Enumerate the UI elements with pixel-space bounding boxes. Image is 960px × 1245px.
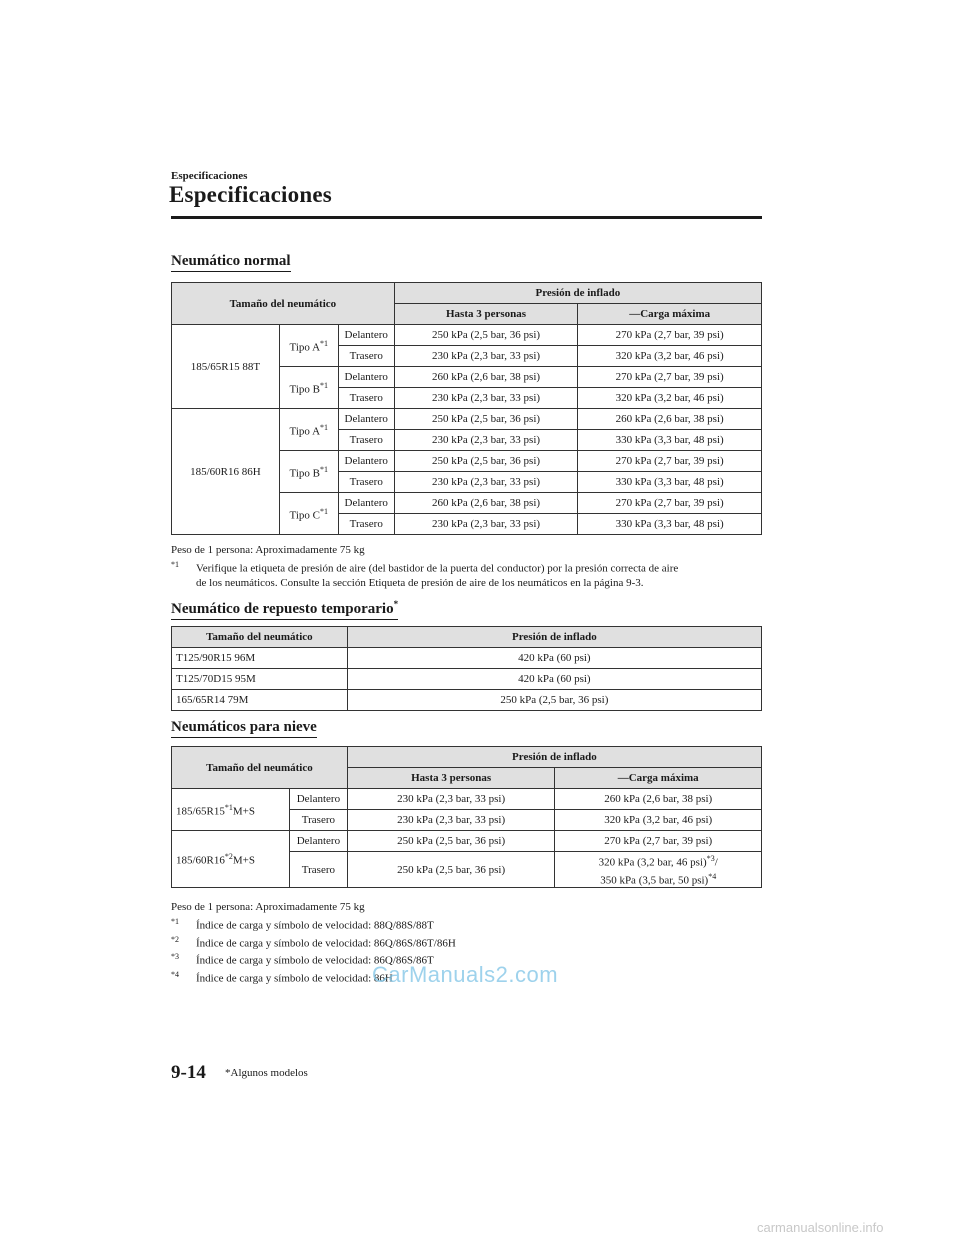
- tire-size: 185/65R15 88T: [172, 325, 280, 409]
- tire-size: T125/90R15 96M: [172, 648, 348, 669]
- title-divider: [171, 216, 762, 219]
- tire-type: Tipo $C^{*1}$: [279, 493, 338, 535]
- pressure-upto3: 230 kPa (2,3 bar, 33 psi): [347, 789, 555, 810]
- footnote: $^{*3}$ Índice de carga y símbolo de velocidad: 86Q/86S/86T: [171, 952, 434, 967]
- pressure-upto3: 230 kPa (2,3 bar, 33 psi): [394, 472, 578, 493]
- position: Delantero: [338, 409, 394, 430]
- position: Delantero: [338, 367, 394, 388]
- pressure-upto3: 230 kPa (2,3 bar, 33 psi): [394, 388, 578, 409]
- table-row: [172, 690, 762, 711]
- pressure-max: 320 kPa (3,2 bar, 46 psi): [555, 810, 762, 831]
- table-header-row: [172, 627, 762, 648]
- position: Delantero: [338, 325, 394, 346]
- tire-size: $185/60R16^{*2}M+S$: [172, 831, 290, 888]
- pressure-max: 270 kPa (2,7 bar, 39 psi): [578, 493, 762, 514]
- pressure: 420 kPa (60 psi): [347, 648, 761, 669]
- table-row: [172, 831, 762, 852]
- table-row: [172, 669, 762, 690]
- table-row: [172, 409, 762, 430]
- tire-size: 165/65R14 79M: [172, 690, 348, 711]
- tire-size: T125/70D15 95M: [172, 669, 348, 690]
- footnote: $^{*1}$ Verifique la etiqueta de presión de aire (del bastidor de la puerta del conductor) por la presión correcta de aire de los neumáticos. Consulte la sección Etiqueta de presión de aire de los neumáticos en la página 9-3.: [171, 560, 679, 589]
- header-pressure: Presión de inflado: [347, 627, 761, 648]
- table-row: [172, 789, 762, 810]
- table-row: [172, 325, 762, 346]
- normal-tire-table: [171, 282, 762, 535]
- weight-note: Peso de 1 persona: Aproximadamente 75 kg: [171, 544, 365, 556]
- tire-type: Tipo $A^{*1}$: [279, 325, 338, 367]
- footnote: $^{*2}$ Índice de carga y símbolo de velocidad: 86Q/86S/86T/86H: [171, 934, 456, 950]
- pressure-max: 330 kPa (3,3 bar, 48 psi): [578, 472, 762, 493]
- table-header-row: [172, 747, 762, 768]
- pressure-upto3: 250 kPa (2,5 bar, 36 psi): [347, 831, 555, 852]
- header-upto3: Hasta 3 personas: [394, 304, 578, 325]
- pressure-max: 330 kPa (3,3 bar, 48 psi): [578, 430, 762, 451]
- header-pressure: Presión de inflado: [394, 283, 761, 304]
- position: Trasero: [338, 430, 394, 451]
- position: Trasero: [289, 810, 347, 831]
- header-size: Tamaño del neumático: [172, 747, 348, 789]
- tire-type: Tipo $A^{*1}$: [279, 409, 338, 451]
- pressure-max: 260 kPa (2,6 bar, 38 psi): [555, 789, 762, 810]
- footer-note: *Algunos modelos: [225, 1067, 308, 1079]
- section-title-snow: Neumáticos para nieve: [171, 719, 317, 738]
- pressure-upto3: 260 kPa (2,6 bar, 38 psi): [394, 367, 578, 388]
- header-max: —Carga máxima: [578, 304, 762, 325]
- pressure-upto3: 250 kPa (2,5 bar, 36 psi): [347, 852, 555, 888]
- pressure-upto3: 250 kPa (2,5 bar, 36 psi): [394, 451, 578, 472]
- header-max: —Carga máxima: [555, 768, 762, 789]
- position: Delantero: [289, 789, 347, 810]
- pressure-max: 270 kPa (2,7 bar, 39 psi): [578, 451, 762, 472]
- pressure-upto3: 230 kPa (2,3 bar, 33 psi): [394, 514, 578, 535]
- page-title: Especificaciones: [169, 182, 332, 207]
- pressure-upto3: 260 kPa (2,6 bar, 38 psi): [394, 493, 578, 514]
- header-pressure: Presión de inflado: [347, 747, 761, 768]
- pressure: 250 kPa (2,5 bar, 36 psi): [347, 690, 761, 711]
- pressure-upto3: 230 kPa (2,3 bar, 33 psi): [394, 430, 578, 451]
- page-number: 9-14: [171, 1062, 206, 1083]
- pressure-max: 260 kPa (2,6 bar, 38 psi): [578, 409, 762, 430]
- position: Delantero: [338, 451, 394, 472]
- section-title-spare: Neumático de repuesto temporario*: [171, 599, 398, 620]
- footnote: $^{*4}$ Índice de carga y símbolo de velocidad: 86H: [171, 969, 393, 985]
- position: Delantero: [338, 493, 394, 514]
- position: Trasero: [338, 346, 394, 367]
- pressure-upto3: 250 kPa (2,5 bar, 36 psi): [394, 325, 578, 346]
- pressure-max: 320 kPa (3,2 bar, 46 psi): [578, 388, 762, 409]
- pressure-max: 270 kPa (2,7 bar, 39 psi): [578, 367, 762, 388]
- pressure-max: 270 kPa (2,7 bar, 39 psi): [578, 325, 762, 346]
- pressure-max: 330 kPa (3,3 bar, 48 psi): [578, 514, 762, 535]
- snow-tire-table: [171, 746, 762, 888]
- pressure-upto3: 230 kPa (2,3 bar, 33 psi): [347, 810, 555, 831]
- position: Delantero: [289, 831, 347, 852]
- section-title-normal: Neumático normal: [171, 253, 291, 272]
- tire-type: Tipo $B^{*1}$: [279, 367, 338, 409]
- pressure-max: 320 kPa (3,2 bar, 46 psi)$^{*3}$/ 350 kPa (3,5 bar, 50 psi)$^{*4}$: [555, 852, 762, 888]
- pressure-upto3: 230 kPa (2,3 bar, 33 psi): [394, 346, 578, 367]
- header-upto3: Hasta 3 personas: [347, 768, 555, 789]
- pressure-max: 320 kPa (3,2 bar, 46 psi): [578, 346, 762, 367]
- pressure-upto3: 250 kPa (2,5 bar, 36 psi): [394, 409, 578, 430]
- table-header-row: [172, 283, 762, 304]
- tire-size: 185/60R16 86H: [172, 409, 280, 535]
- position: Trasero: [338, 514, 394, 535]
- header-size: Tamaño del neumático: [172, 283, 395, 325]
- watermark-logo: CarManuals2.com: [372, 962, 559, 987]
- table-row: [172, 648, 762, 669]
- weight-note: Peso de 1 persona: Aproximadamente 75 kg: [171, 901, 365, 913]
- pressure-max: 270 kPa (2,7 bar, 39 psi): [555, 831, 762, 852]
- breadcrumb: Especificaciones: [171, 170, 248, 182]
- position: Trasero: [338, 388, 394, 409]
- site-watermark: carmanualsonline.info: [757, 1220, 884, 1235]
- tire-size: $185/65R15^{*1}M+S$: [172, 789, 290, 831]
- position: Trasero: [338, 472, 394, 493]
- tire-type: Tipo $B^{*1}$: [279, 451, 338, 493]
- spare-tire-table: [171, 626, 762, 711]
- pressure: 420 kPa (60 psi): [347, 669, 761, 690]
- header-size: Tamaño del neumático: [172, 627, 348, 648]
- footnote: $^{*1}$ Índice de carga y símbolo de velocidad: 88Q/88S/88T: [171, 917, 434, 932]
- position: Trasero: [289, 852, 347, 888]
